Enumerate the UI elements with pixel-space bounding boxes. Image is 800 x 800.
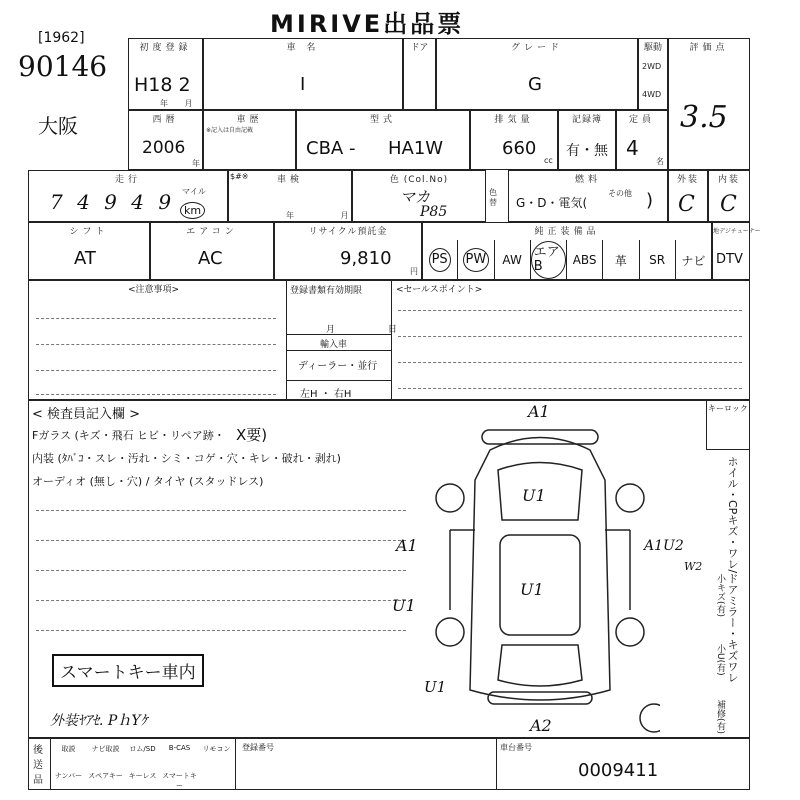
drive-2wd: 2WD xyxy=(642,62,662,71)
footer-item: ナビ取説 xyxy=(91,745,120,753)
displacement-unit: cc xyxy=(544,156,553,165)
tuner-label: 地デジチューナー xyxy=(713,228,761,235)
score-value: 3.5 xyxy=(680,100,728,135)
wheel-front-right xyxy=(616,484,644,512)
fuel-other: その他 xyxy=(608,189,632,198)
equipment-label: 純正装備品 xyxy=(534,227,600,237)
history-note: ※記入は自由記載 xyxy=(206,127,254,134)
wheel-rear-left xyxy=(436,618,464,646)
wheel-text: ホイル・CPキズ・ワレ/ドアミラー・キズワレ xyxy=(726,456,739,684)
dealer-label: ディーラー・並行 xyxy=(298,361,378,372)
equipment-item xyxy=(640,240,676,280)
equipment-list xyxy=(422,240,712,280)
wheel-rear-right xyxy=(616,618,644,646)
wheel-front-left xyxy=(436,484,464,512)
equipment-label: 革 xyxy=(614,253,627,268)
damage-left-fender: A1 xyxy=(396,536,418,555)
lot-number: 90146 xyxy=(18,50,108,83)
reg-label: 車検 xyxy=(276,175,303,185)
model-label: 型式 xyxy=(369,115,396,125)
equipment-label: AW xyxy=(502,253,522,267)
grade-value: G xyxy=(528,74,542,95)
color-change-label: 色替 xyxy=(489,188,497,207)
recycle-label: リサイクル預託金 xyxy=(308,227,388,237)
equipment-item xyxy=(495,240,531,280)
damage-right-side: A1U2 xyxy=(644,538,684,554)
reg-ym: 年 月 xyxy=(286,211,349,220)
equipment-label: PW xyxy=(463,248,490,272)
import-label: 輸入車 xyxy=(320,340,348,350)
car-body-outline xyxy=(470,438,610,701)
footer-item: ナンバー xyxy=(54,772,83,780)
exterior-label: 外装 xyxy=(676,175,699,185)
footer-h2: 送 xyxy=(33,760,43,771)
year-value: 2006 xyxy=(142,138,186,158)
drive-4wd: 4WD xyxy=(642,90,662,99)
shift-label: シフト xyxy=(69,227,109,237)
model-value: HA1W xyxy=(388,138,444,159)
interior-label: 内装 xyxy=(717,175,740,185)
equipment-label: SR xyxy=(649,253,666,267)
score-label: 評価点 xyxy=(689,43,729,53)
equipment-item xyxy=(531,240,567,280)
mileage-unit-alt: マイル xyxy=(182,187,206,196)
equipment-label: ABS xyxy=(572,253,597,267)
capacity-unit: 名 xyxy=(656,157,664,166)
equipment-item xyxy=(422,240,458,280)
damage-right-side-2: W2 xyxy=(684,560,703,573)
damage-rear: A2 xyxy=(530,716,552,735)
deadline-month-day: 月 日 xyxy=(326,325,397,335)
handle-label: 左H ・ 右H xyxy=(300,389,352,400)
first-reg-value: H18 2 xyxy=(134,74,191,96)
records-label: 記録簿 xyxy=(571,115,602,125)
audio-line: オーディオ (無し・穴) / タイヤ (スタッドレス) xyxy=(32,475,264,488)
door-label: ドア xyxy=(410,43,429,53)
footer-item: スマートキー xyxy=(162,772,197,790)
grade-label: グレード xyxy=(510,43,563,53)
mileage-unit: km xyxy=(180,202,205,219)
inspector-label: < 検査員記入欄 > xyxy=(32,407,141,422)
smart-key-note: スマートキー車内 xyxy=(52,654,204,687)
footer-item: ロム/SD xyxy=(129,745,156,753)
footer-h3: 品 xyxy=(33,775,43,786)
damage-roof: U1 xyxy=(520,580,544,599)
displacement-value: 660 xyxy=(502,138,537,159)
fuel-label: 燃料 xyxy=(574,175,601,185)
capacity-value: 4 xyxy=(626,136,639,160)
chassis-value: 0009411 xyxy=(578,760,659,781)
color-code: P85 xyxy=(420,204,448,220)
ac-label: エアコン xyxy=(186,227,238,237)
equipment-item xyxy=(458,240,494,280)
year-unit: 年 xyxy=(192,159,200,168)
car-diagram xyxy=(420,410,660,740)
equipment-label: ナビ xyxy=(681,253,706,268)
equipment-item xyxy=(567,240,603,280)
year-month-labels: 年 月 xyxy=(160,99,193,108)
footer-item: B-CAS xyxy=(168,744,191,752)
recycle-value: 9,810 xyxy=(340,248,392,269)
damage-hood: U1 xyxy=(522,486,546,505)
legend-small-u: 小U(有) xyxy=(715,644,725,676)
footer-h1: 後 xyxy=(33,745,43,756)
chassis-label: 車台番号 xyxy=(500,743,532,752)
reg-deadline-label: 登録書類有効期限 xyxy=(290,286,363,296)
reg-note: $#※ xyxy=(230,172,249,181)
location: 大阪 xyxy=(38,114,78,138)
first-reg-label: 初度登録 xyxy=(139,43,192,53)
shift-value: AT xyxy=(74,248,96,269)
exterior-value: C xyxy=(678,192,695,217)
spare-wheel xyxy=(640,704,660,732)
footer-item: キーレス xyxy=(128,772,157,780)
footer-row2 xyxy=(50,771,198,791)
drive-label: 駆動 xyxy=(643,43,662,53)
footer-row1 xyxy=(50,744,235,754)
color-value: マカ xyxy=(400,188,431,206)
year-label: 西暦 xyxy=(152,115,179,125)
legend-repair: 補修(有) xyxy=(715,700,725,735)
equipment-item xyxy=(603,240,639,280)
model-prefix: CBA - xyxy=(306,138,356,159)
footer-item: リモコン xyxy=(202,745,231,753)
equipment-label: エアB xyxy=(531,241,566,279)
fuel-close: ) xyxy=(646,190,654,211)
displacement-label: 排気量 xyxy=(494,115,534,125)
handwritten-note: 外装ﾔｱｾ. PｈYｹ xyxy=(50,713,148,729)
ac-value: AC xyxy=(198,248,223,269)
tuner-value: DTV xyxy=(716,252,743,267)
glass-line: Fガラス (キズ・飛石 ヒビ・リペア跡・ xyxy=(32,429,225,442)
footer-item: 取説 xyxy=(61,745,76,753)
lot-prefix: [1962] xyxy=(38,30,85,46)
footer-item: スペアキー xyxy=(88,772,123,780)
interior-value: C xyxy=(720,192,737,217)
reg-no-label: 登録番号 xyxy=(242,743,274,752)
car-name-value: I xyxy=(300,74,306,95)
caution-label: <注意事項> xyxy=(128,285,180,295)
damage-left-door: U1 xyxy=(392,596,416,615)
mileage-digits: 7 4 9 4 9 xyxy=(50,190,176,214)
equipment-label: PS xyxy=(429,248,451,272)
mileage-label: 走行 xyxy=(114,175,141,185)
damage-front: A1 xyxy=(528,402,550,421)
records-value: 有・無 xyxy=(566,143,608,159)
document-title: MIRIVE出品票 xyxy=(270,10,465,38)
capacity-label: 定員 xyxy=(628,115,655,125)
recycle-unit: 円 xyxy=(410,267,418,276)
equipment-item xyxy=(676,240,712,280)
damage-left-rear: U1 xyxy=(424,678,447,696)
car-name-label: 車 名 xyxy=(286,43,320,53)
history-label: 車歴 xyxy=(236,115,263,125)
keylock-label: キーロック xyxy=(708,404,748,413)
sales-label: <セールスポイント> xyxy=(396,285,483,295)
interior-line: 内装 (ﾀﾊﾞｺ・スレ・汚れ・シミ・コゲ・穴・キレ・破れ・剥れ) xyxy=(32,452,341,465)
fuel-options: G・D・電気( xyxy=(516,196,588,210)
glass-x: X要) xyxy=(236,426,268,444)
legend-small-scratch: 小キズ(有) xyxy=(715,574,725,618)
color-label: 色 (Col.No) xyxy=(389,175,449,185)
